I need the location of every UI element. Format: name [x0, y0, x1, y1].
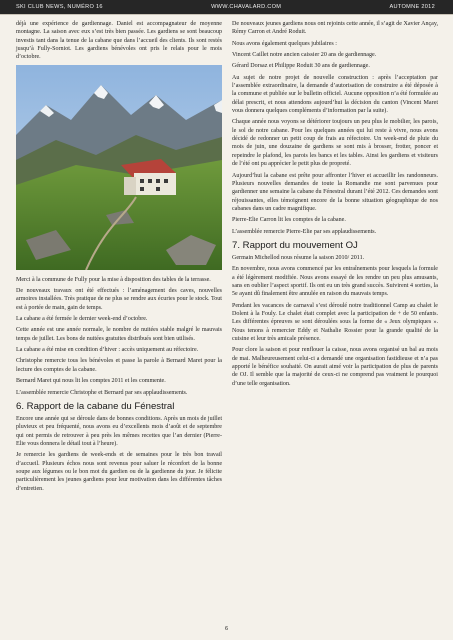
paragraph: Vincent Caillet notre ancien caissier 20 ans de gardiennage. — [232, 52, 377, 59]
paragraph: Pendant les vacances de carnaval s’est déroulé notre traditionnel Camp au chalet le Dolent à la Fouly. Le chalet était complet avec la participation de + de 50 enfants. Les différentes épreuves se sont déroulées sous la forme de « Jeux olympiques ». Nous tenons à remercier Eddy et Nathalie Rossier pour la grande qualité de la cuisine et leur très amicale présence. — [232, 302, 438, 342]
right-column — [232, 20, 438, 391]
paragraph: Pierre-Elie Carron lit les comptes de la cabane. — [232, 217, 346, 224]
header-issue-date: AUTOMNE 2012 — [389, 4, 435, 10]
paragraph: De nouveaux travaux ont été effectués : l’aménagement des caves, nouvelles armoires installées. Très pratique de ne plus se rendre aux écuries pour le stock. Tout est à portée de main, gain de temps. — [16, 288, 222, 311]
paragraph: Chaque année nous voyons se détériorer toujours un peu plus le mobilier, les parois, le sol de notre cabane. Pour les quelques années qui lui reste à vivre, nous avons décidé de redonner un petit coup de frais au réfectoire. Un week-end de pluie du mois de juin, une douzaine de gardiens se sont mis à brosser, frotter, poncer et repeindre le plafond, les parois les bancs et les tables. Ainsi les gardiens et visiteurs de l’été ont pu apprécier le petit plus de propreté. — [232, 119, 438, 168]
paragraph: L’assemblée remercie Pierre-Elie par ses applaudissements. — [232, 228, 377, 235]
paragraph: Aujourd’hui la cabane est prête pour affronter l’hiver et accueillir les randonneurs. Plusieurs nouvelles demandes de toute la Romandie me sont parvenues pour gardienner une semaine la cabane du Fénestral durant l’été 2012. Ces demandes sont réjouissantes, elles témoignent encore de la bonne situation géographique de nos cabanes dans un cadre magnifique. — [232, 172, 438, 212]
page-number: 6 — [224, 626, 229, 632]
paragraph: La cabane a été fermée le dernier week-end d’octobre. — [16, 316, 148, 323]
paragraph: Je remercie les gardiens de week-ends et de semaines pour le très bon travail d’accueil. Plusieurs échos nous sont revenus pour saluer le réconfort de la bonne soupe aux légumes ou le bon mot du gardien ou de la gardienne du jour. Je félicite particulièrement les jeunes gardiens pour leur motivation dans les différentes tâches d’entretien. — [16, 452, 222, 492]
section-heading-oj: 7. Rapport du mouvement OJ — [232, 239, 358, 251]
paragraph: Gérard Dorsaz et Philippe Roduit 30 ans de gardiennage. — [232, 63, 370, 70]
header-divider — [0, 14, 453, 15]
paragraph: De nouveaux jeunes gardiens nous ont rejoints cette année, il s’agit de Xavier Ançay, Rémy Carron et André Roduit. — [232, 21, 438, 36]
paragraph: déjà une expérience de gardiennage. Daniel est accompagnateur de moyenne montagne. La saison avec eux s’est très bien passée. Les gardiens se sont beaucoup investis tant dans la tenue de la cabane que dans l’accueil des clients. Ils sont restés jusqu’à Fully-Sorniot. Les gardiens bénévoles ont pris le relais pour le mois d’octobre. — [16, 21, 222, 61]
paragraph: En novembre, nous avons commencé par les entraînements pour lesquels la formule a été légèrement modifiée. Nous avons essayé de les rendre un peu plus amusants, sans en oublier l’aspect sportif. Ils ont eu un très grand succès. Suivirent 4 sorties, la 5e ayant dû finalement être annulée en raison du mauvais temps. — [232, 266, 438, 298]
page-header — [0, 0, 453, 14]
paragraph: Merci à la commune de Fully pour la mise à disposition des tables de la terrasse. — [16, 276, 211, 283]
paragraph: Encore une année qui se déroule dans de bonnes conditions. Après un mois de juillet pluvieux et peu fréquenté, nous avons eu d’excellents mois d’août et de septembre qui ont permis de retrouver à peu près les mêmes recettes que l’an dernier (Pierre-Elie vous donnera le détail tout à l’heure). — [16, 415, 222, 447]
paragraph: Bernard Maret qui nous lit les comptes 2011 et les commente. — [16, 378, 166, 385]
paragraph: L’assemblée remercie Christophe et Bernard par ses applaudissements. — [16, 389, 188, 396]
header-publication: SKI CLUB NEWS, NUMÉRO 16 — [16, 4, 103, 10]
paragraph: Pour clore la saison et pour renflouer la caisse, nous avons organisé un bal au mois de mai. Malheureusement celui-ci a demandé une organisation fastidieuse et n’a pas apporté le bénéfice souhaité. On aurait aimé voir la participation de plus de parents de OJ. Il semble que la majorité de ceux-ci ne comprend pas vraiment le pourquoi d’une telle organisation. — [232, 347, 438, 387]
paragraph: Nous avons également quelques jubilaires : — [232, 40, 337, 47]
paragraph: Au sujet de notre projet de nouvelle construction : après l’acceptation par l’assemblée extraordinaire, la demande d’autorisation de construire a été déposée à la commune et publiée sur le bulletin officiel. Aucune opposition n’a été formulée au délai prescrit, et nous attendons aujourd’hui la décision du canton (Vincent Maret vous donnera quelques compléments d’information par la suite). — [232, 74, 438, 115]
paragraph: Cette année est une année normale, le nombre de nuitées stable malgré le mauvais temps de juillet. Les bons de nuitées gratuites distribués sont bien utilisés. — [16, 327, 222, 342]
cabin-photo — [16, 65, 222, 270]
paragraph: Germain Michellod nous résume la saison 2010/ 2011. — [232, 254, 365, 261]
header-website-link[interactable]: WWW.CHAVALARD.COM — [211, 4, 282, 10]
paragraph: La cabane a été mise en condition d’hiver : accès uniquement au réfectoire. — [16, 347, 199, 354]
paragraph: Christophe remercie tous les bénévoles et passe la parole à Bernard Maret pour la lecture des comptes de la cabane. — [16, 358, 222, 373]
left-column — [16, 20, 222, 496]
section-heading-fenestral: 6. Rapport de la cabane du Fénestral — [16, 400, 175, 412]
